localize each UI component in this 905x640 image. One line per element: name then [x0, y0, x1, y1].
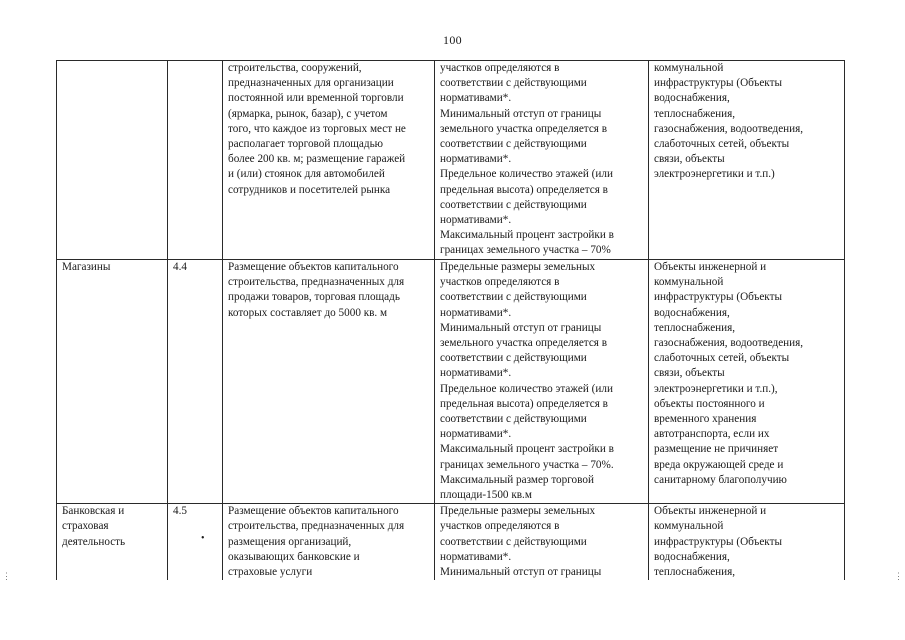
- scan-edge-mark-right: ⋮: [894, 571, 903, 581]
- use-description-cell: [223, 61, 435, 260]
- text-line: инфраструктуры (Объекты: [654, 291, 783, 304]
- text-line: инфраструктуры (Объекты: [654, 77, 783, 90]
- text-line: Минимальный отступ от границы: [440, 566, 602, 579]
- text-line: более 200 кв. м; размещение гаражей: [228, 153, 406, 166]
- use-type-name-cell: [57, 61, 168, 260]
- code-text: 4.4: [173, 261, 187, 273]
- auxiliary-uses-cell: [649, 504, 845, 581]
- text-line: слаботочных сетей, объекты: [654, 138, 790, 151]
- text-line: теплоснабжения,: [654, 107, 736, 120]
- text-line: газоснабжения, водоотведения,: [654, 122, 804, 135]
- use-type-name-cell: [57, 260, 168, 504]
- text-line: участков определяются в: [440, 276, 560, 289]
- auxiliary-uses-cell: [649, 260, 845, 504]
- text-line: вреда окружающей среде и: [654, 458, 784, 471]
- use-type-name-cell: [57, 504, 168, 581]
- text-line: Максимальный размер торговой: [440, 473, 594, 486]
- text-line: строительства, предназначенных для: [228, 276, 405, 289]
- table-row: [57, 504, 845, 581]
- text-line: связи, объекты: [654, 367, 725, 380]
- text-line: инфраструктуры (Объекты: [654, 535, 783, 548]
- text-line: Банковская и: [62, 505, 125, 518]
- text-line: продажи товаров, торговая площадь: [228, 291, 400, 304]
- text-line: коммунальной: [654, 276, 724, 289]
- text-line: предельная высота) определяется в: [440, 183, 608, 196]
- text-line: водоснабжения,: [654, 306, 730, 319]
- text-line: оказывающих банковские и: [228, 550, 360, 563]
- text-line: нормативами*.: [440, 367, 512, 380]
- use-code-cell: [168, 260, 223, 504]
- text-line: предельная высота) определяется в: [440, 397, 608, 410]
- text-line: земельного участка определяется в: [440, 337, 608, 350]
- table-row: [57, 61, 845, 260]
- use-code-cell: [168, 61, 223, 260]
- text-line: соответствии с действующими: [440, 291, 587, 304]
- building-parameters-cell: [435, 260, 649, 504]
- text-line: постоянной или временной торговли: [228, 92, 404, 105]
- text-line: предназначенных для организации: [228, 77, 394, 90]
- text-line: Максимальный процент застройки в: [440, 229, 614, 242]
- building-parameters-cell: [435, 504, 649, 581]
- text-line: водоснабжения,: [654, 92, 730, 105]
- text-line: границах земельного участка – 70%: [440, 244, 611, 257]
- text-line: страховые услуги: [228, 566, 313, 579]
- text-line: располагает торговой площадью: [228, 138, 384, 151]
- text-line: размещения организаций,: [228, 535, 352, 548]
- text-line: того, что каждое из торговых мест не: [228, 122, 406, 135]
- text-line: строительства, предназначенных для: [228, 520, 405, 533]
- text-line: электроэнергетики и т.п.),: [654, 382, 778, 395]
- text-line: автотранспорта, если их: [654, 428, 770, 441]
- scan-edge-mark-left: ⋮: [2, 571, 11, 581]
- text-line: участков определяются в: [440, 62, 560, 74]
- use-description-cell: [223, 260, 435, 504]
- text-line: земельного участка определяется в: [440, 122, 608, 135]
- text-line: размещение не причиняет: [654, 443, 779, 456]
- text-line: объекты постоянного и: [654, 397, 765, 410]
- text-line: теплоснабжения,: [654, 566, 736, 579]
- text-line: временного хранения: [654, 413, 757, 426]
- page-number: 100: [443, 33, 462, 47]
- text-line: и (или) стоянок для автомобилей: [228, 168, 385, 181]
- text-line: нормативами*.: [440, 306, 512, 319]
- text-line: строительства, сооружений,: [228, 62, 362, 74]
- text-line: коммунальной: [654, 520, 724, 533]
- text-line: соответствии с действующими: [440, 138, 587, 151]
- auxiliary-uses-cell: [649, 61, 845, 260]
- text-line: газоснабжения, водоотведения,: [654, 337, 804, 350]
- text-line: которых составляет до 5000 кв. м: [228, 306, 388, 319]
- text-line: теплоснабжения,: [654, 321, 736, 334]
- text-line: нормативами*.: [440, 153, 512, 166]
- text-line: Предельное количество этажей (или: [440, 382, 613, 395]
- text-line: электроэнергетики и т.п.): [654, 168, 775, 181]
- text-line: Минимальный отступ от границы: [440, 107, 602, 120]
- text-line: нормативами*.: [440, 428, 512, 441]
- use-code-cell: [168, 504, 223, 581]
- text-line: Размещение объектов капитального: [228, 261, 399, 273]
- text-line: соответствии с действующими: [440, 413, 587, 426]
- building-parameters-cell: [435, 61, 649, 260]
- scan-speck-mark: •: [201, 533, 205, 545]
- text-line: сотрудников и посетителей рынка: [228, 183, 391, 196]
- text-line: санитарному благополучию: [654, 473, 787, 486]
- text-line: слаботочных сетей, объекты: [654, 352, 790, 365]
- text-line: Объекты инженерной и: [654, 505, 767, 518]
- text-line: участков определяются в: [440, 520, 560, 533]
- text-line: страховая: [62, 520, 109, 533]
- text-line: площади-1500 кв.м: [440, 489, 532, 502]
- text-line: Размещение объектов капитального: [228, 505, 399, 518]
- text-line: Предельные размеры земельных: [440, 261, 596, 273]
- text-line: соответствии с действующими: [440, 198, 587, 211]
- code-text: 4.5: [173, 505, 187, 518]
- text-line: (ярмарка, рынок, базар), с учетом: [228, 107, 388, 120]
- text-line: Максимальный процент застройки в: [440, 443, 614, 456]
- text-line: Предельное количество этажей (или: [440, 168, 613, 181]
- text-line: соответствии с действующими: [440, 352, 587, 365]
- text-line: коммунальной: [654, 62, 724, 74]
- text-line: соответствии с действующими: [440, 535, 587, 548]
- use-description-cell: [223, 504, 435, 581]
- text-line: Предельные размеры земельных: [440, 505, 596, 518]
- text-line: Объекты инженерной и: [654, 261, 767, 273]
- text-line: нормативами*.: [440, 550, 512, 563]
- text-line: деятельность: [62, 535, 126, 548]
- text-line: связи, объекты: [654, 153, 725, 166]
- text-line: нормативами*.: [440, 92, 512, 105]
- text-line: соответствии с действующими: [440, 77, 587, 90]
- text-line: границах земельного участка – 70%.: [440, 458, 614, 471]
- text-line: водоснабжения,: [654, 550, 730, 563]
- text-line: Магазины: [62, 261, 111, 273]
- table-row: [57, 260, 845, 504]
- text-line: Минимальный отступ от границы: [440, 321, 602, 334]
- text-line: нормативами*.: [440, 214, 512, 227]
- land-use-table: [56, 60, 845, 580]
